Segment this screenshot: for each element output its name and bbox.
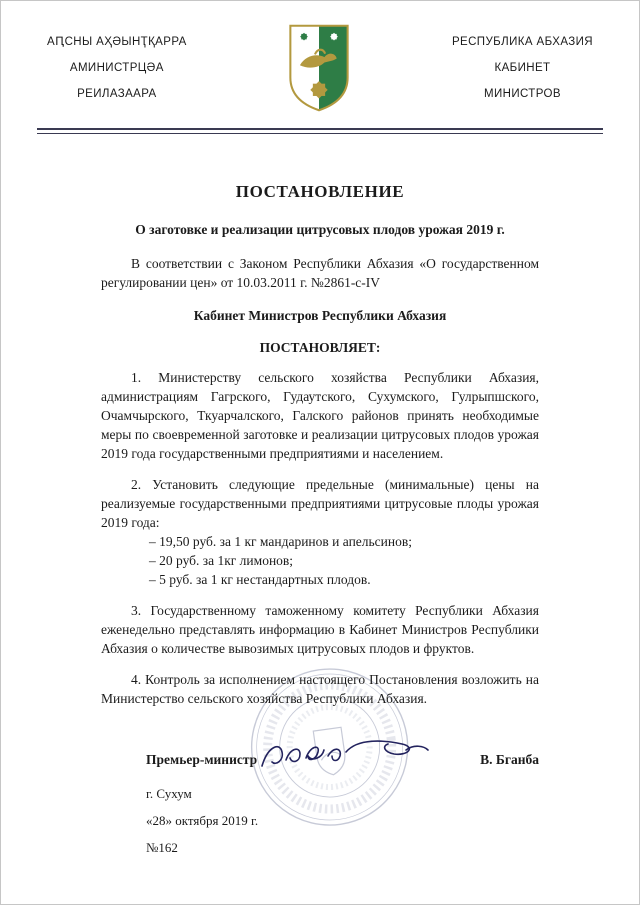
header-divider (37, 128, 603, 134)
price-list (149, 532, 539, 589)
signatory-name: В. Бганба (480, 752, 539, 767)
signature-graphic (256, 732, 436, 780)
handwritten-signature (256, 732, 436, 784)
signatory-position: Премьер-министр (146, 752, 258, 767)
meta-number: №162 (146, 840, 178, 855)
issuer-line: Кабинет Министров Республики Абхазия (193, 308, 447, 323)
meta-date: «28» октября 2019 г. (146, 813, 259, 828)
document-header (1, 1, 639, 118)
price-line: – 20 руб. за 1кг лимонов; (149, 553, 294, 568)
paragraph-1: 1. Министерству сельского хозяйства Республики Абхазия, администрациям Гагрского, Гудаутского, Сухумского, Гулрыпшского, Очамчырского, Ткуарчалского, Галского районов принять необходимые меры по своевременной заготовке и реализации цитрусовых плодов урожая 2019 года государственными предприятиями и населением. (101, 370, 539, 461)
letterhead-right-line: КАБИНЕТ (494, 62, 551, 74)
signature-row (146, 752, 539, 768)
letterhead-left-line: АԤСНЫ АҲӘЫНҬҚАРРА (47, 36, 187, 48)
document-subject: О заготовке и реализации цитрусовых плодов урожая 2019 г. (135, 222, 505, 237)
price-line: – 19,50 руб. за 1 кг мандаринов и апельсинов; (149, 534, 412, 549)
letterhead-left-line: АМИНИСТРЦӘА (69, 62, 164, 74)
preamble-paragraph: В соответствии с Законом Республики Абхазия «О государственном регулировании цен» от 10.03.2011 г. №2861-с-IV (101, 256, 539, 290)
resolves-line: ПОСТАНОВЛЯЕТ: (259, 340, 381, 355)
letterhead-right-line: МИНИСТРОВ (483, 88, 561, 100)
coat-of-arms-graphic (284, 23, 354, 113)
document-body (1, 182, 639, 861)
document-meta (146, 780, 539, 861)
meta-city: г. Сухум (146, 786, 192, 801)
document-title: ПОСТАНОВЛЕНИЕ (235, 182, 405, 201)
letterhead-left-line: РЕИЛАЗААРА (77, 88, 157, 100)
coat-of-arms (284, 23, 354, 118)
price-line: – 5 руб. за 1 кг нестандартных плодов. (149, 572, 371, 587)
paragraph-2: 2. Установить следующие предельные (минимальные) цены на реализуемые государственными предприятиями цитрусовые плоды урожая 2019 года: (101, 477, 539, 530)
paragraph-4: 4. Контроль за исполнением настоящего Постановления возложить на Министерство сельского хозяйства Республики Абхазия. (101, 672, 539, 706)
paragraph-3: 3. Государственному таможенному комитету Республики Абхазия еженедельно представлять информацию в Кабинет Министров Республики Абхазия о количестве вывозимых цитрусовых плодов и фруктов. (101, 603, 539, 656)
letterhead-left (47, 25, 187, 107)
letterhead-right (452, 25, 593, 107)
letterhead-right-line: РЕСПУБЛИКА АБХАЗИЯ (451, 36, 593, 48)
